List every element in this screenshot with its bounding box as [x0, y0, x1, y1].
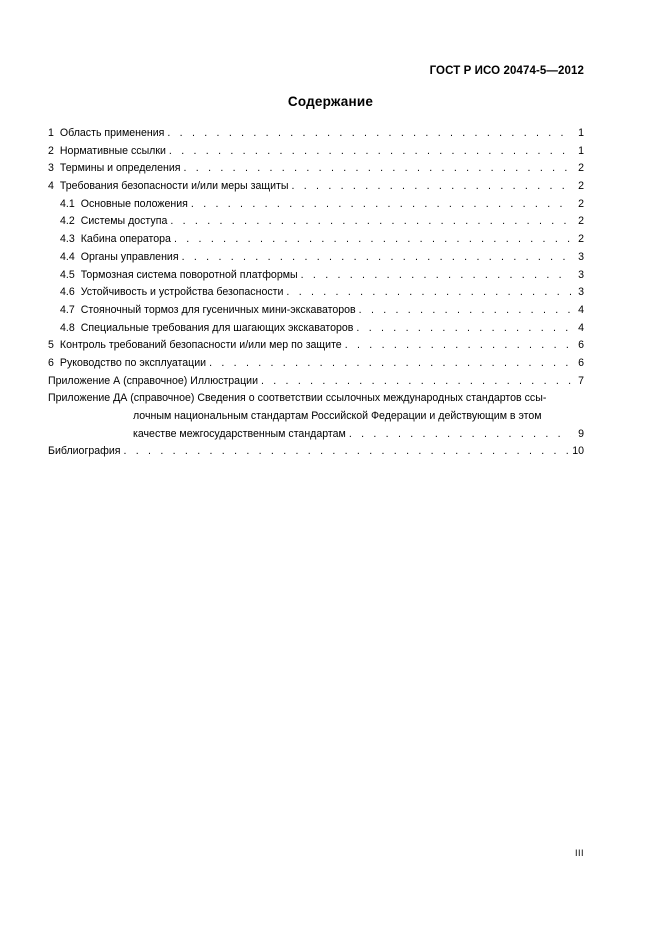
- toc-entry-4-7[interactable]: [48, 302, 584, 320]
- toc-entry-appendix-a[interactable]: [48, 373, 584, 391]
- toc-entry-4-4[interactable]: [48, 249, 584, 267]
- toc-entry-4-5[interactable]: [48, 267, 584, 285]
- leader-dots: [356, 320, 571, 338]
- toc-entry-2[interactable]: [48, 143, 584, 161]
- toc-page: 3: [578, 286, 584, 299]
- toc-entry-4-8[interactable]: [48, 320, 584, 338]
- toc-label-line-1: Приложение ДА (справочное) Сведения о соответствии ссылочных международных стандартов ссы-: [48, 392, 547, 405]
- toc-number: 3: [48, 162, 54, 175]
- toc-page: 2: [578, 180, 584, 193]
- toc-page: 4: [578, 303, 584, 316]
- toc-number: 1: [48, 127, 54, 139]
- leader-dots: [291, 178, 571, 196]
- toc-label: Приложение А (справочное) Иллюстрации: [48, 374, 258, 387]
- toc-entry-1[interactable]: [48, 125, 584, 143]
- leader-dots: [209, 355, 571, 373]
- leader-dots: [182, 249, 571, 267]
- toc-label: Системы доступа: [80, 215, 168, 228]
- toc-number: 4.1: [60, 197, 75, 210]
- toc-number: 4.4: [60, 250, 75, 263]
- toc-number: 2: [48, 144, 54, 157]
- leader-dots: [286, 284, 571, 302]
- leader-dots: [184, 160, 571, 178]
- toc-label: Тормозная система поворотной платформы: [80, 268, 298, 281]
- leader-dots: [167, 125, 571, 143]
- toc-label: Кабина оператора: [80, 233, 171, 246]
- toc-entry-3[interactable]: [48, 160, 584, 178]
- leader-dots: [169, 143, 571, 161]
- leader-dots: [261, 373, 571, 391]
- toc-number: 4.2: [60, 215, 75, 228]
- toc-label: Нормативные ссылки: [59, 144, 166, 157]
- toc-entry-4[interactable]: [48, 178, 584, 196]
- toc-label: Устойчивость и устройства безопасности: [80, 286, 284, 299]
- toc-number: 4.3: [60, 233, 75, 246]
- toc-page: 7: [578, 374, 584, 387]
- toc-label-line-2: лочным национальным стандартам Российской Федерации и действующим в этом: [133, 410, 542, 423]
- toc-entry-4-6[interactable]: [48, 284, 584, 302]
- toc-page: 2: [578, 233, 584, 246]
- toc-number: 4: [48, 180, 54, 193]
- toc-entry-6[interactable]: [48, 355, 584, 373]
- toc-page: 3: [578, 250, 584, 263]
- page-title: Содержание: [287, 94, 374, 109]
- toc-number: 4.7: [60, 303, 75, 316]
- toc-label-line-3: качестве межгосударственным стандартам: [133, 427, 346, 440]
- toc-page: 6: [578, 339, 584, 352]
- toc-page: 1: [578, 127, 584, 139]
- toc-label: Требования безопасности и/или меры защиты: [59, 180, 289, 193]
- toc-number: 6: [48, 356, 54, 369]
- leader-dots: [345, 337, 571, 355]
- toc-entry-4-1[interactable]: [48, 196, 584, 214]
- toc-label: Специальные требования для шагающих экскаваторов: [80, 321, 354, 334]
- toc-page: 9: [578, 427, 584, 440]
- leader-dots: [191, 196, 571, 214]
- toc-label: Стояночный тормоз для гусеничных мини-экскаваторов: [80, 303, 356, 316]
- toc-page: 10: [572, 445, 584, 458]
- document-id: ГОСТ Р ИСО 20474-5—2012: [429, 65, 584, 77]
- table-of-contents: [48, 125, 584, 461]
- toc-page: 2: [578, 215, 584, 228]
- leader-dots: [174, 231, 571, 249]
- toc-number: 5: [48, 339, 54, 352]
- toc-entry-appendix-da[interactable]: [48, 390, 584, 443]
- toc-label: Органы управления: [80, 250, 179, 263]
- toc-label: Библиография: [48, 445, 121, 458]
- toc-page: 2: [578, 162, 584, 175]
- toc-page: 1: [578, 144, 584, 157]
- toc-number: 4.6: [60, 286, 75, 299]
- toc-entry-4-3[interactable]: [48, 231, 584, 249]
- toc-entry-4-2[interactable]: [48, 213, 584, 231]
- leader-dots: [301, 267, 571, 285]
- toc-page: 4: [578, 321, 584, 334]
- toc-page: 2: [578, 197, 584, 210]
- toc-label: Контроль требований безопасности и/или мер по защите: [59, 339, 342, 352]
- toc-label: Основные положения: [80, 197, 188, 210]
- leader-dots: [359, 302, 571, 320]
- leader-dots: [170, 213, 571, 231]
- toc-label: Руководство по эксплуатации: [59, 356, 207, 369]
- toc-number: 4.8: [60, 321, 75, 334]
- toc-page: 6: [578, 356, 584, 369]
- toc-number: 4.5: [60, 268, 75, 281]
- toc-entry-5[interactable]: [48, 337, 584, 355]
- leader-dots: [123, 443, 569, 461]
- toc-page: 3: [578, 268, 584, 281]
- toc-label: Термины и определения: [59, 162, 181, 175]
- page-number: III: [574, 848, 584, 858]
- toc-label: Область применения: [59, 127, 165, 139]
- toc-entry-bibliography[interactable]: [48, 443, 584, 461]
- leader-dots: [349, 426, 571, 444]
